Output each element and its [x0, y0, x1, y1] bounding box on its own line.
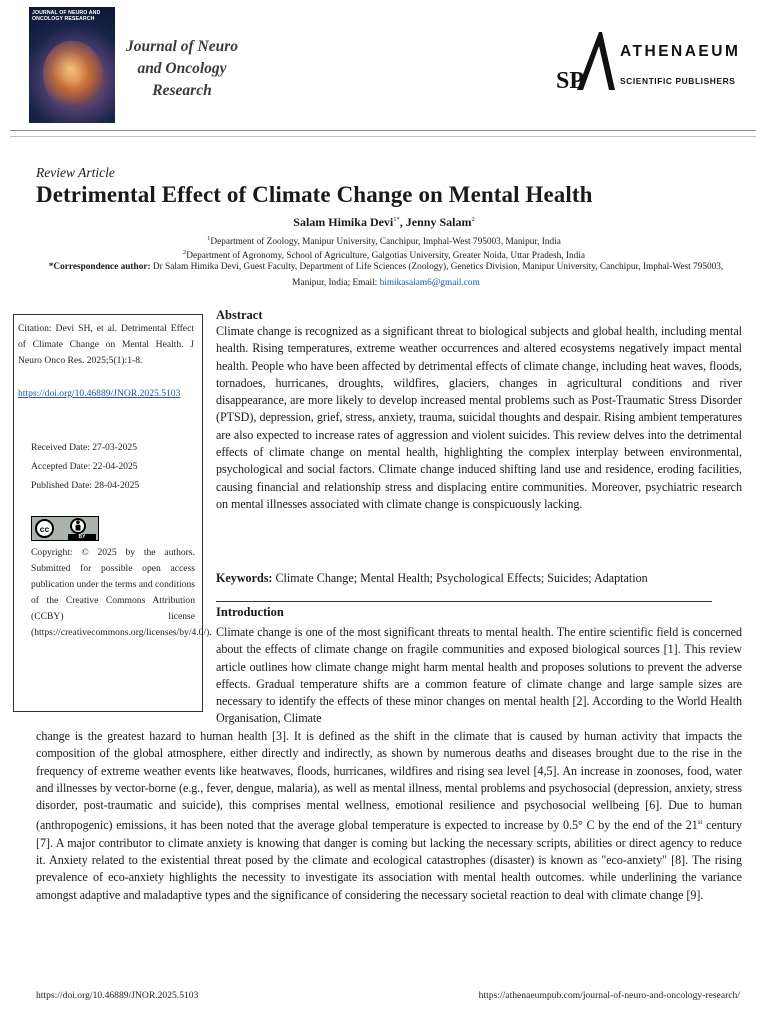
abstract-heading: Abstract	[216, 308, 263, 322]
abstract-text: Climate change is recognized as a significant threat to biological subjects and global health, including mental health. Rising temperatures, extreme weather occurrences and altered ecosystems negatively impact mental health. People who have been affected by detrimental effects of climate change, including heat waves, floods, tornadoes, hurricanes, droughts, wildfires, glaciers, changes in agricultural conditions and river disappearance, are more likely to develop increased mental problems such as Post-Traumatic Stress Disorder (PTSD), depression, grief, stress, anxiety, trauma, suicidal thoughts and despair. Rising ambient temperatures are also expected to increase rates of aggression and violent suicides. This review delves into the detrimental effects of climate change on mental health, highlighting the complex interplay between environmental, psychological and social factors. Climate change induced shifting land use and residence, eroding facilities, causing financial and relationship stress and displacing entire communities. Moreover, psychiatric research on mental illnesses associated with climate change is conspicuously lacking.	[216, 324, 742, 511]
footer-journal-link[interactable]: https://athenaeumpub.com/journal-of-neuro-and-oncology-research/	[478, 990, 740, 1001]
journal-name-line: Research	[152, 82, 212, 99]
affiliation-sup: 2	[183, 249, 187, 256]
logo-letters: SP	[556, 68, 585, 92]
citation-text: Citation: Devi SH, et al. Detrimental Effect of Climate Change on Mental Health. J Neuro Onco Res. 2025;5(1):1-8.	[18, 323, 194, 366]
correspondence-email-link[interactable]: himikasalam6@gmail.com	[379, 277, 480, 288]
citation-sidebar-box	[13, 314, 212, 712]
publisher-name: ATHENAEUM	[620, 43, 741, 60]
affiliation-text: Department of Agronomy, School of Agriculture, Galgotias University, Greater Noida, Uttar Pradesh, India	[186, 251, 585, 262]
attribution-person-icon	[70, 518, 86, 534]
footer-doi-link[interactable]: https://doi.org/10.46889/JNOR.2025.5103	[36, 990, 199, 1001]
correspondence-label: *Correspondence author:	[48, 262, 151, 272]
publisher-logo-icon	[553, 30, 617, 92]
author-sup: 1*	[393, 216, 400, 223]
introduction-heading: Introduction	[216, 605, 284, 619]
journal-name	[114, 36, 250, 102]
journal-name-line: and Oncology	[137, 60, 227, 77]
doi-link[interactable]: https://doi.org/10.46889/JNOR.2025.5103	[18, 388, 181, 399]
author-name: Jenny Salam	[405, 215, 472, 229]
introduction-paragraph-lead: Climate change is one of the most significant threats to mental health. The entire scientific field is concerned about the effects of climate change on fragile communities and exposed biological sources [1]. This review article outlines how climate change might harm mental health and proposes solutions to prevent the adverse effects. Gradual temperature shifts are a common feature of climate change and large sample sizes are necessary to identify the effects of these minor changes on mental health [2]. According to the World Health Organisation, Climate	[216, 625, 742, 726]
keywords	[216, 571, 742, 586]
affiliation-sup: 1	[207, 235, 211, 242]
superscript: st	[697, 818, 703, 827]
introduction-text: century [7]. A major contributor to climate anxiety is knowing that danger is coming but lacking the necessary scripts, abilities or direct agency to reduce it. Anxiety related to the existential threat posed by the climate and ecological catastrophes (disaster) is known as "eco-anxiety" [8]. The rising prevalence of eco-anxiety highlights the necessity to investigate its association with mental health outcomes. while underlining the variance amongst adaptive and maladaptive types and the significance of considering the necessary societal reaction to deal with climate change [9].	[36, 818, 743, 902]
article-type: Review Article	[36, 165, 115, 180]
copyright-text: Copyright: © 2025 by the authors. Submitted for possible open access publication under the terms and conditions of the Creative Commons Attribution (CCBY) license (https://creativecommons.org/licenses/by/4.0/).	[31, 547, 212, 638]
cc-icon: cc	[35, 519, 54, 538]
author-name: Salam Himika Devi	[293, 215, 394, 229]
keywords-label: Keywords:	[216, 571, 273, 585]
accepted-date: Accepted Date: 22-04-2025	[31, 461, 138, 472]
author-sup: 2	[471, 216, 475, 223]
introduction-text: change is the greatest hazard to human health [3]. It is defined as the shift in the climate that is caused by human activity that impacts the composition of the global atmosphere, either directly and indirectly, as shown by numerous deaths and diseases brought due to the rise in the frequency of extreme weather events like heatwaves, floods, hurricanes, wildfires and rising sea level [4,5]. An increase in zoonoses, food, water and illnesses by vector-borne (e.g., fever, dengue, malaria), as well as mental illness, mental problems and psychosocial (depression, anxiety, stress disorder, post-traumatic and suicide), this comprises mental wellness, emotional resilience and psychosocial wellbeing [6]. Due to human (anthropogenic) emissions, it has been noted that the average global temperature is expected to increase by 0.5° C by the end of the 21	[36, 729, 742, 833]
author-separator: ,	[399, 215, 406, 229]
correspondence	[36, 260, 736, 291]
section-divider	[216, 601, 712, 602]
cc-license-badge[interactable]	[31, 516, 99, 541]
keywords-text: Climate Change; Mental Health; Psychological Effects; Suicides; Adaptation	[275, 571, 648, 585]
introduction-paragraph	[36, 728, 742, 904]
journal-name-line: Journal of Neuro	[126, 38, 238, 55]
affiliation-text: Department of Zoology, Manipur University, Canchipur, Imphal-West 795003, Manipur, India	[210, 237, 561, 248]
correspondence-text: Dr Salam Himika Devi, Guest Faculty, Department of Life Sciences (Zoology), Genetics Division, Manipur University, Canchipur, Imphal-West 795003, Manipur, India; Email:	[152, 262, 724, 288]
authors-line	[0, 215, 768, 230]
cc-by-label: BY	[68, 534, 96, 540]
header-divider	[10, 136, 756, 137]
journal-cover-image	[29, 7, 115, 123]
received-date: Received Date: 27-03-2025	[31, 442, 138, 453]
cover-brain-graphic	[43, 41, 103, 111]
publisher-subtitle: SCIENTIFIC PUBLISHERS	[620, 76, 736, 86]
article-title: Detrimental Effect of Climate Change on Mental Health	[36, 182, 593, 207]
header-divider	[10, 130, 756, 131]
published-date: Published Date: 28-04-2025	[31, 480, 140, 491]
cover-title: JOURNAL OF NEURO AND ONCOLOGY RESEARCH	[32, 10, 101, 23]
